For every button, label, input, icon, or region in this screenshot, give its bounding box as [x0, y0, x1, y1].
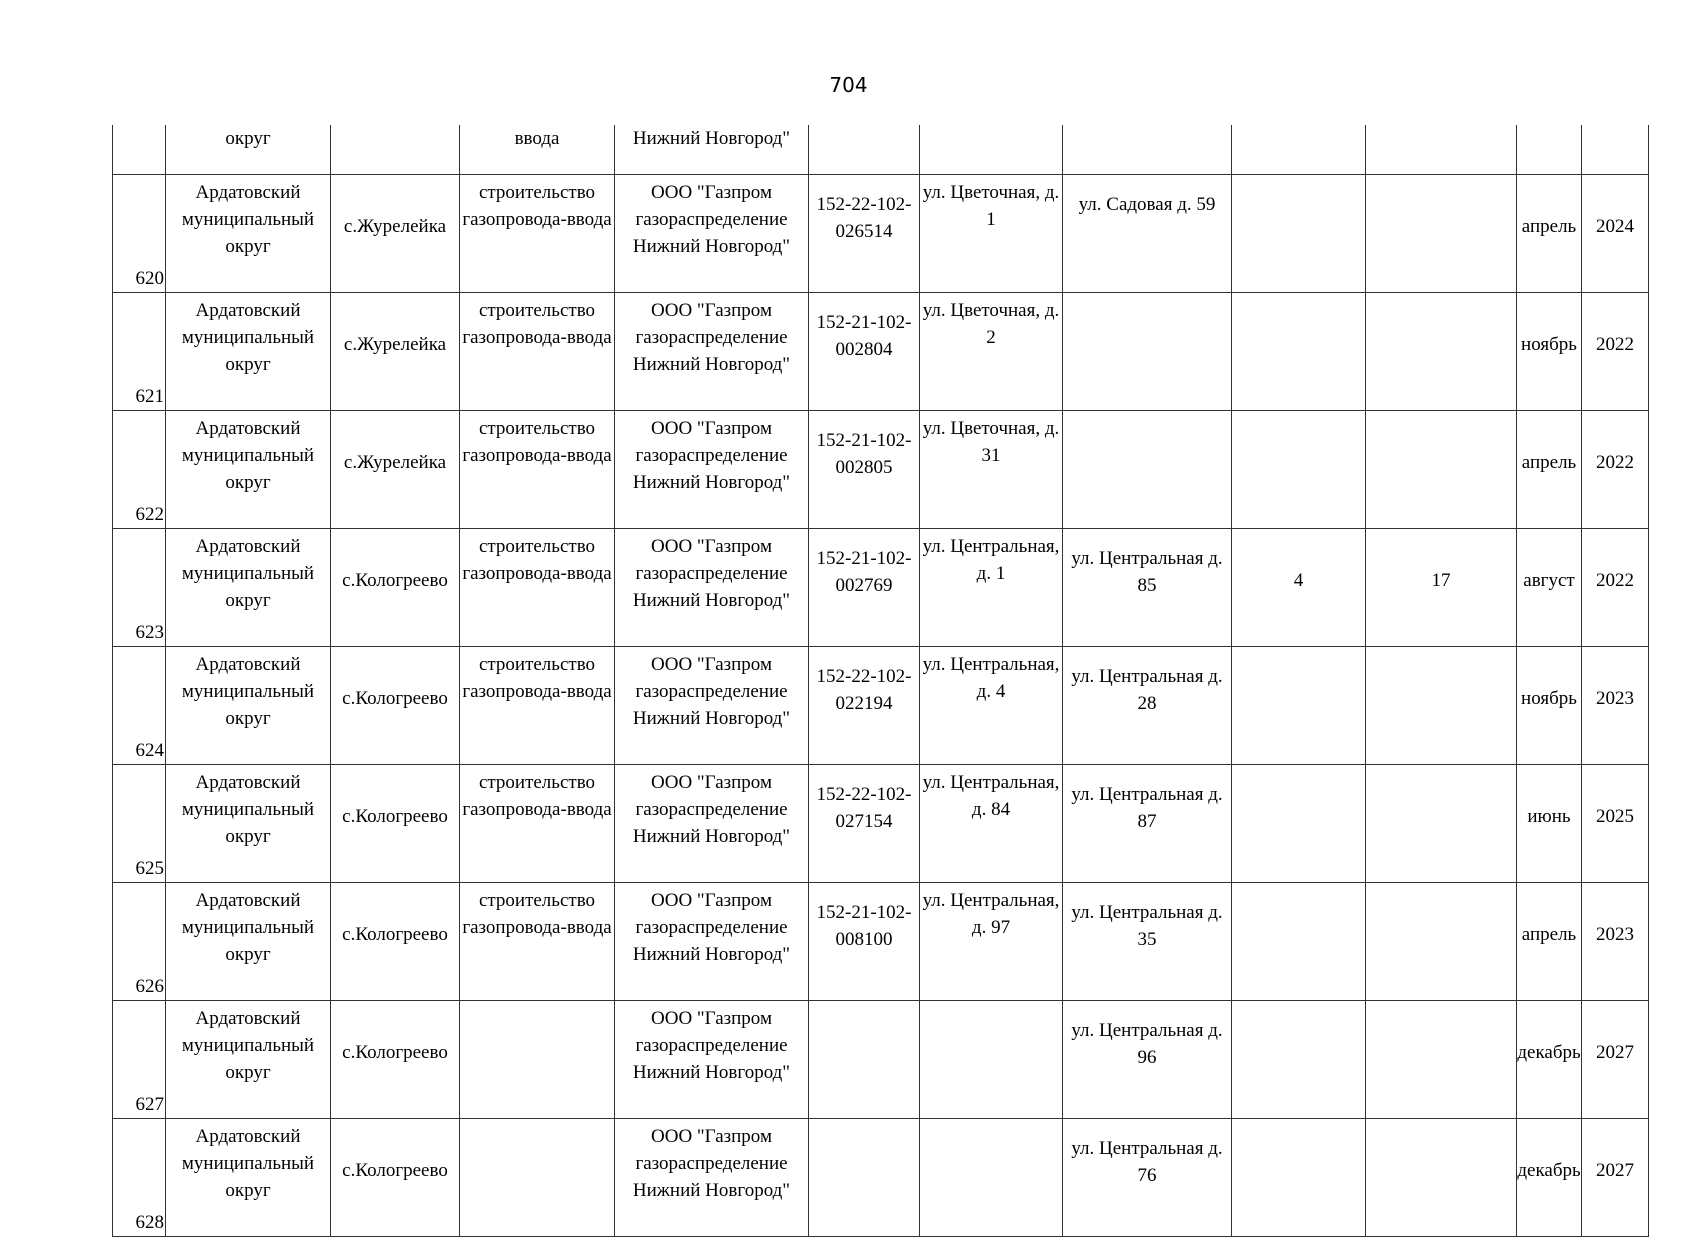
cell-object-address: ул. Центральная, д. 1 [920, 529, 1063, 647]
cell-year: 2022 [1582, 411, 1649, 529]
gas-connection-table [112, 125, 1649, 1237]
cell-object-address: ул. Цветочная, д. 2 [920, 293, 1063, 411]
cell-year: 2025 [1582, 765, 1649, 883]
cell-month: декабрь [1517, 1001, 1582, 1119]
page-number: 704 [829, 73, 868, 97]
cell-contract [809, 1001, 920, 1119]
cell-work-type: строительство газопровода-ввода [460, 175, 615, 293]
cell-col-i [1366, 765, 1517, 883]
cell-connection-address: ул. Центральная д. 85 [1063, 529, 1232, 647]
cell-col-h [1232, 883, 1366, 1001]
cell-year: 2022 [1582, 293, 1649, 411]
cell-num: 620 [113, 175, 166, 293]
cell-district: округ [166, 125, 331, 175]
cell-organization: ООО "Газпром газораспределение Нижний Новгород" [615, 175, 809, 293]
cell-year: 2027 [1582, 1119, 1649, 1237]
cell-object-address: ул. Центральная, д. 97 [920, 883, 1063, 1001]
table-row [113, 647, 1649, 765]
cell-work-type [460, 1001, 615, 1119]
cell-month: апрель [1517, 883, 1582, 1001]
cell-connection-address [1063, 293, 1232, 411]
cell-col-h: 4 [1232, 529, 1366, 647]
cell-num: 625 [113, 765, 166, 883]
table-row [113, 293, 1649, 411]
cell-year: 2022 [1582, 529, 1649, 647]
cell-num: 621 [113, 293, 166, 411]
cell-organization: ООО "Газпром газораспределение Нижний Новгород" [615, 529, 809, 647]
cell-district: Ардатовский муниципальный округ [166, 1001, 331, 1119]
cell-object-address: ул. Центральная, д. 84 [920, 765, 1063, 883]
cell-district: Ардатовский муниципальный округ [166, 529, 331, 647]
cell-connection-address: ул. Центральная д. 76 [1063, 1119, 1232, 1237]
cell-organization: ООО "Газпром газораспределение Нижний Новгород" [615, 1119, 809, 1237]
cell-col-h [1232, 293, 1366, 411]
cell-settlement: с.Журелейка [331, 411, 460, 529]
cell-connection-address: ул. Центральная д. 87 [1063, 765, 1232, 883]
cell-num [113, 125, 166, 175]
table-row [113, 175, 1649, 293]
table-row-continued [113, 125, 1649, 175]
cell-year: 2023 [1582, 647, 1649, 765]
cell-month: ноябрь [1517, 293, 1582, 411]
cell-col-h [1232, 125, 1366, 175]
cell-work-type: строительство газопровода-ввода [460, 293, 615, 411]
cell-district: Ардатовский муниципальный округ [166, 293, 331, 411]
cell-num: 623 [113, 529, 166, 647]
cell-col-i [1366, 1119, 1517, 1237]
cell-organization: ООО "Газпром газораспределение Нижний Новгород" [615, 765, 809, 883]
cell-work-type: строительство газопровода-ввода [460, 529, 615, 647]
cell-work-type: строительство газопровода-ввода [460, 883, 615, 1001]
cell-work-type [460, 1119, 615, 1237]
cell-year [1582, 125, 1649, 175]
cell-contract: 152-21-102-002769 [809, 529, 920, 647]
cell-month: август [1517, 529, 1582, 647]
cell-district: Ардатовский муниципальный округ [166, 175, 331, 293]
cell-district: Ардатовский муниципальный округ [166, 647, 331, 765]
cell-col-i [1366, 411, 1517, 529]
cell-month [1517, 125, 1582, 175]
cell-month: декабрь [1517, 1119, 1582, 1237]
cell-col-h [1232, 1119, 1366, 1237]
cell-month: апрель [1517, 411, 1582, 529]
cell-col-h [1232, 647, 1366, 765]
cell-month: ноябрь [1517, 647, 1582, 765]
cell-organization: ООО "Газпром газораспределение Нижний Новгород" [615, 1001, 809, 1119]
cell-district: Ардатовский муниципальный округ [166, 1119, 331, 1237]
table-body [113, 125, 1649, 1237]
cell-object-address: ул. Цветочная, д. 1 [920, 175, 1063, 293]
cell-col-h [1232, 175, 1366, 293]
cell-contract: 152-21-102-008100 [809, 883, 920, 1001]
cell-num: 624 [113, 647, 166, 765]
cell-work-type: строительство газопровода-ввода [460, 411, 615, 529]
cell-connection-address: ул. Центральная д. 96 [1063, 1001, 1232, 1119]
cell-work-type: строительство газопровода-ввода [460, 647, 615, 765]
cell-col-i [1366, 125, 1517, 175]
cell-object-address [920, 125, 1063, 175]
cell-object-address [920, 1001, 1063, 1119]
table-row [113, 411, 1649, 529]
cell-district: Ардатовский муниципальный округ [166, 883, 331, 1001]
cell-contract [809, 1119, 920, 1237]
table-row [113, 529, 1649, 647]
cell-settlement: с.Кологреево [331, 883, 460, 1001]
cell-year: 2023 [1582, 883, 1649, 1001]
cell-settlement: с.Кологреево [331, 765, 460, 883]
cell-col-h [1232, 765, 1366, 883]
cell-col-i [1366, 647, 1517, 765]
cell-object-address [920, 1119, 1063, 1237]
cell-settlement: с.Кологреево [331, 1001, 460, 1119]
cell-work-type: ввода [460, 125, 615, 175]
cell-settlement: с.Кологреево [331, 1119, 460, 1237]
cell-district: Ардатовский муниципальный округ [166, 411, 331, 529]
cell-year: 2027 [1582, 1001, 1649, 1119]
cell-settlement: с.Журелейка [331, 175, 460, 293]
cell-connection-address: ул. Центральная д. 28 [1063, 647, 1232, 765]
cell-settlement: с.Журелейка [331, 293, 460, 411]
cell-organization: ООО "Газпром газораспределение Нижний Новгород" [615, 293, 809, 411]
cell-month: апрель [1517, 175, 1582, 293]
cell-col-h [1232, 411, 1366, 529]
cell-connection-address [1063, 411, 1232, 529]
cell-contract [809, 125, 920, 175]
cell-settlement: с.Кологреево [331, 529, 460, 647]
cell-month: июнь [1517, 765, 1582, 883]
cell-num: 628 [113, 1119, 166, 1237]
cell-contract: 152-21-102-002804 [809, 293, 920, 411]
cell-col-i [1366, 175, 1517, 293]
cell-connection-address: ул. Садовая д. 59 [1063, 175, 1232, 293]
table-row [113, 883, 1649, 1001]
cell-organization: ООО "Газпром газораспределение Нижний Новгород" [615, 883, 809, 1001]
cell-settlement [331, 125, 460, 175]
cell-settlement: с.Кологреево [331, 647, 460, 765]
cell-col-h [1232, 1001, 1366, 1119]
cell-work-type: строительство газопровода-ввода [460, 765, 615, 883]
cell-district: Ардатовский муниципальный округ [166, 765, 331, 883]
cell-col-i [1366, 883, 1517, 1001]
cell-contract: 152-22-102-026514 [809, 175, 920, 293]
cell-connection-address: ул. Центральная д. 35 [1063, 883, 1232, 1001]
cell-col-i [1366, 1001, 1517, 1119]
cell-object-address: ул. Центральная, д. 4 [920, 647, 1063, 765]
cell-object-address: ул. Цветочная, д. 31 [920, 411, 1063, 529]
cell-col-i: 17 [1366, 529, 1517, 647]
table-row [113, 1119, 1649, 1237]
table-row [113, 1001, 1649, 1119]
cell-contract: 152-22-102-027154 [809, 765, 920, 883]
table-row [113, 765, 1649, 883]
cell-contract: 152-21-102-002805 [809, 411, 920, 529]
cell-year: 2024 [1582, 175, 1649, 293]
cell-organization: Нижний Новгород" [615, 125, 809, 175]
cell-contract: 152-22-102-022194 [809, 647, 920, 765]
cell-col-i [1366, 293, 1517, 411]
cell-num: 622 [113, 411, 166, 529]
cell-num: 626 [113, 883, 166, 1001]
cell-organization: ООО "Газпром газораспределение Нижний Новгород" [615, 647, 809, 765]
cell-organization: ООО "Газпром газораспределение Нижний Новгород" [615, 411, 809, 529]
cell-connection-address [1063, 125, 1232, 175]
cell-num: 627 [113, 1001, 166, 1119]
